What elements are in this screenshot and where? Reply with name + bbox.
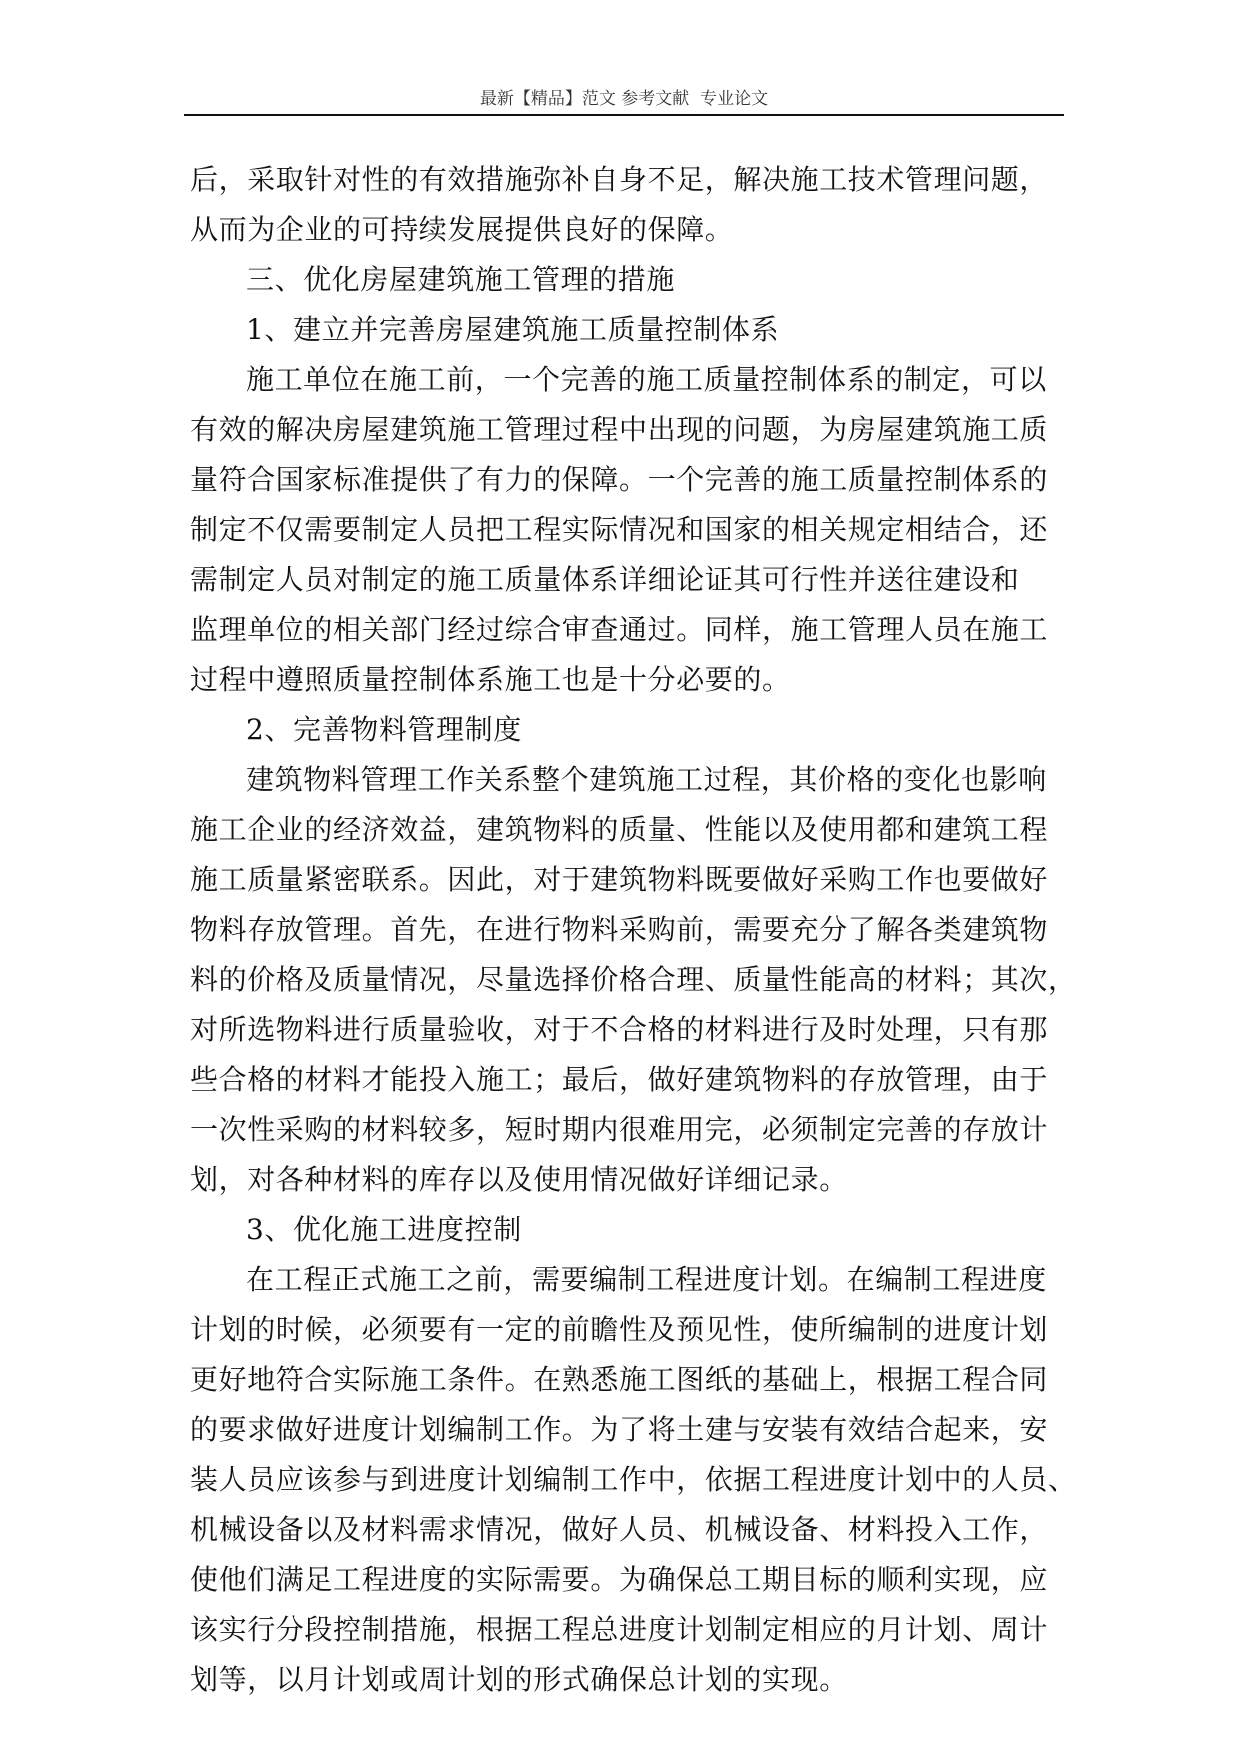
text-line: 建筑物料管理工作关系整个建筑施工过程，其价格的变化也影响 bbox=[246, 763, 1047, 796]
text-line: 1、建立并完善房屋建筑施工质量控制体系 bbox=[246, 313, 780, 346]
text-line: 对所选物料进行质量验收，对于不合格的材料进行及时处理，只有那 bbox=[190, 1013, 1049, 1046]
text-line: 物料存放管理。首先，在进行物料采购前，需要充分了解各类建筑物 bbox=[190, 913, 1049, 946]
text-line: 制定不仅需要制定人员把工程实际情况和国家的相关规定相结合，还 bbox=[190, 513, 1049, 546]
text-line: 料的价格及质量情况，尽量选择价格合理、质量性能高的材料；其次， bbox=[190, 963, 1077, 996]
text-line: 施工质量紧密联系。因此，对于建筑物料既要做好采购工作也要做好 bbox=[190, 863, 1049, 896]
page-header: 最新【精品】范文 参考文献 专业论文 bbox=[479, 89, 769, 109]
text-line: 该实行分段控制措施，根据工程总进度计划制定相应的月计划、周计 bbox=[190, 1613, 1049, 1646]
text-line: 更好地符合实际施工条件。在熟悉施工图纸的基础上，根据工程合同 bbox=[190, 1363, 1049, 1396]
text-line: 从而为企业的可持续发展提供良好的保障。 bbox=[190, 213, 734, 246]
text-line: 需制定人员对制定的施工质量体系详细论证其可行性并送往建设和 bbox=[190, 563, 1020, 596]
document-body bbox=[190, 155, 1090, 1705]
text-line: 监理单位的相关部门经过综合审查通过。同样，施工管理人员在施工 bbox=[190, 613, 1049, 646]
text-line: 划，对各种材料的库存以及使用情况做好详细记录。 bbox=[190, 1163, 848, 1196]
text-line: 量符合国家标准提供了有力的保障。一个完善的施工质量控制体系的 bbox=[190, 463, 1049, 496]
header-rule bbox=[184, 114, 1064, 116]
text-line: 一次性采购的材料较多，短时期内很难用完，必须制定完善的存放计 bbox=[190, 1113, 1049, 1146]
text-line: 过程中遵照质量控制体系施工也是十分必要的。 bbox=[190, 663, 791, 696]
text-line: 3、优化施工进度控制 bbox=[246, 1213, 522, 1246]
text-line: 些合格的材料才能投入施工；最后，做好建筑物料的存放管理，由于 bbox=[190, 1063, 1049, 1096]
text-line: 后，采取针对性的有效措施弥补自身不足，解决施工技术管理问题， bbox=[190, 163, 1049, 196]
text-line: 三、优化房屋建筑施工管理的措施 bbox=[246, 263, 676, 296]
text-line: 施工企业的经济效益，建筑物料的质量、性能以及使用都和建筑工程 bbox=[190, 813, 1049, 846]
text-line: 划等，以月计划或周计划的形式确保总计划的实现。 bbox=[190, 1663, 848, 1696]
text-line: 施工单位在施工前，一个完善的施工质量控制体系的制定，可以 bbox=[246, 363, 1047, 396]
text-line: 在工程正式施工之前，需要编制工程进度计划。在编制工程进度 bbox=[246, 1263, 1047, 1296]
text-line: 装人员应该参与到进度计划编制工作中，依据工程进度计划中的人员、 bbox=[190, 1463, 1077, 1496]
text-line: 使他们满足工程进度的实际需要。为确保总工期目标的顺利实现，应 bbox=[190, 1563, 1049, 1596]
text-line: 计划的时候，必须要有一定的前瞻性及预见性，使所编制的进度计划 bbox=[190, 1313, 1049, 1346]
text-line: 2、完善物料管理制度 bbox=[246, 713, 522, 746]
text-line: 有效的解决房屋建筑施工管理过程中出现的问题，为房屋建筑施工质 bbox=[190, 413, 1049, 446]
text-line: 机械设备以及材料需求情况，做好人员、机械设备、材料投入工作， bbox=[190, 1513, 1049, 1546]
text-line: 的要求做好进度计划编制工作。为了将土建与安装有效结合起来，安 bbox=[190, 1413, 1049, 1446]
